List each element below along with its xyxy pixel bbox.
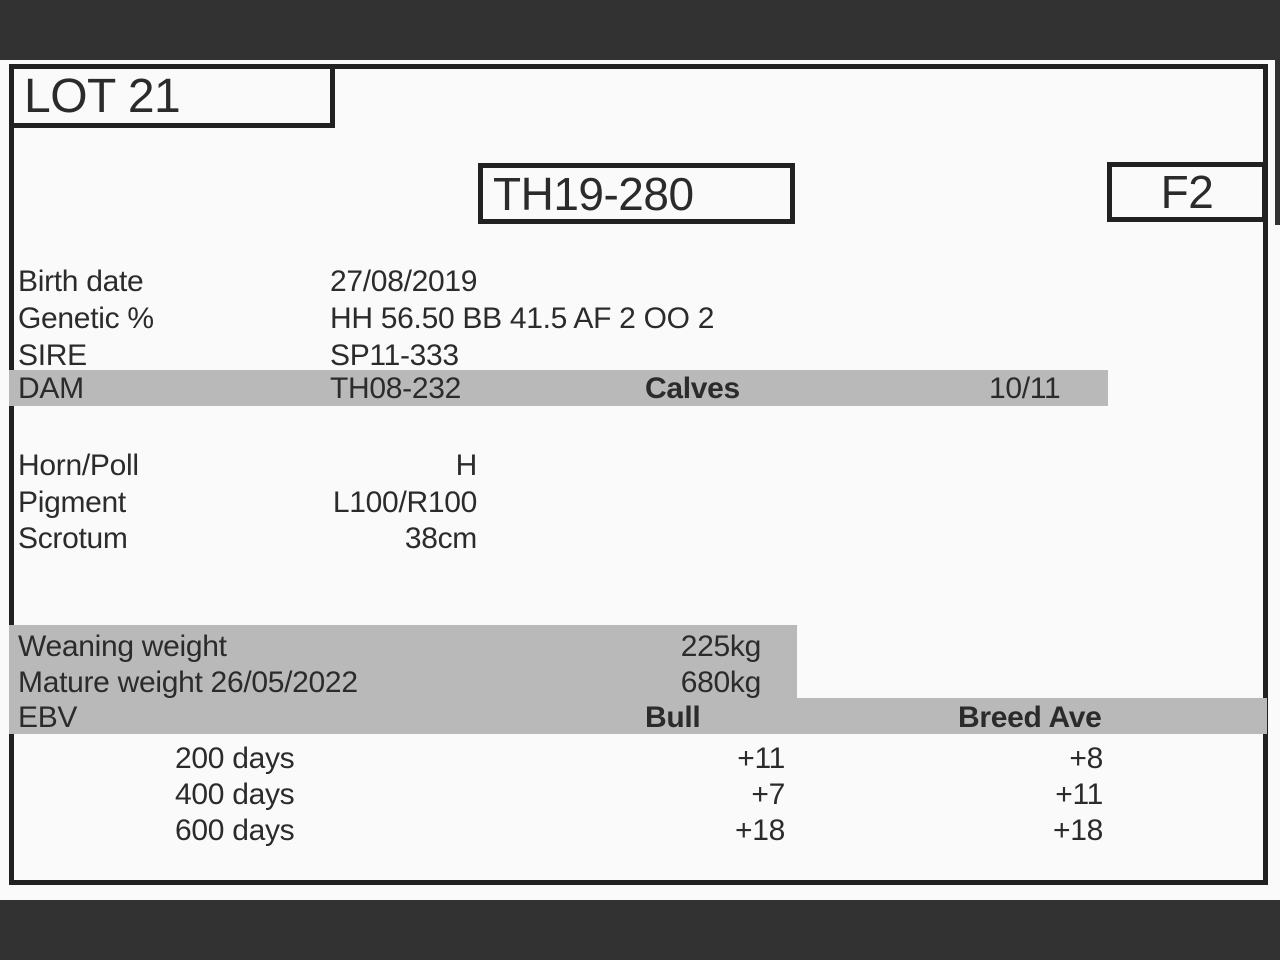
birth-date-value: 27/08/2019	[330, 265, 478, 298]
dam-label: DAM	[18, 372, 84, 405]
sire-label: SIRE	[18, 339, 87, 372]
horn-poll-value: H	[455, 449, 477, 482]
mature-weight-label: Mature weight 26/05/2022	[18, 666, 358, 699]
pigment-label: Pigment	[18, 486, 126, 519]
dam-value: TH08-232	[330, 372, 462, 405]
scrotum-value: 38cm	[404, 522, 477, 555]
scrotum-label: Scrotum	[18, 522, 128, 555]
birth-date-label: Birth date	[18, 265, 144, 298]
calves-value: 10/11	[989, 372, 1061, 405]
catalog-page	[0, 60, 1280, 900]
ebv-row-label: 600 days	[175, 814, 295, 847]
page-edge-shadow	[1275, 60, 1280, 225]
ebv-row-breed-ave-value: +11	[1055, 778, 1103, 811]
animal-id-box	[478, 163, 795, 224]
lot-number-label: LOT 21	[24, 69, 181, 123]
genetic-pct-value: HH 56.50 BB 41.5 AF 2 OO 2	[330, 302, 715, 335]
weaning-weight-label: Weaning weight	[18, 630, 227, 663]
pigment-value: L100/R100	[332, 486, 477, 519]
calves-label: Calves	[645, 372, 740, 405]
genetic-pct-label: Genetic %	[18, 302, 154, 335]
ebv-row-breed-ave-value: +8	[1069, 742, 1103, 775]
ebv-col-bull: Bull	[645, 701, 701, 734]
ebv-header-label: EBV	[18, 701, 78, 734]
classification-label: F2	[1160, 166, 1214, 218]
classification-box	[1107, 162, 1267, 222]
dam-row-highlight	[9, 370, 1108, 406]
weaning-weight-value: 225kg	[680, 630, 761, 663]
ebv-row-label: 400 days	[175, 778, 295, 811]
ebv-row-bull-value: +7	[751, 778, 785, 811]
animal-id-label: TH19-280	[493, 167, 694, 220]
ebv-row-label: 200 days	[175, 742, 295, 775]
lot-number-box	[9, 64, 335, 128]
ebv-col-breed-ave: Breed Ave	[958, 701, 1102, 734]
ebv-row-bull-value: +18	[735, 814, 785, 847]
sire-value: SP11-333	[330, 339, 459, 372]
horn-poll-label: Horn/Poll	[18, 449, 139, 482]
ebv-row-breed-ave-value: +18	[1053, 814, 1103, 847]
ebv-row-bull-value: +11	[737, 742, 785, 775]
mature-weight-value: 680kg	[680, 666, 761, 699]
